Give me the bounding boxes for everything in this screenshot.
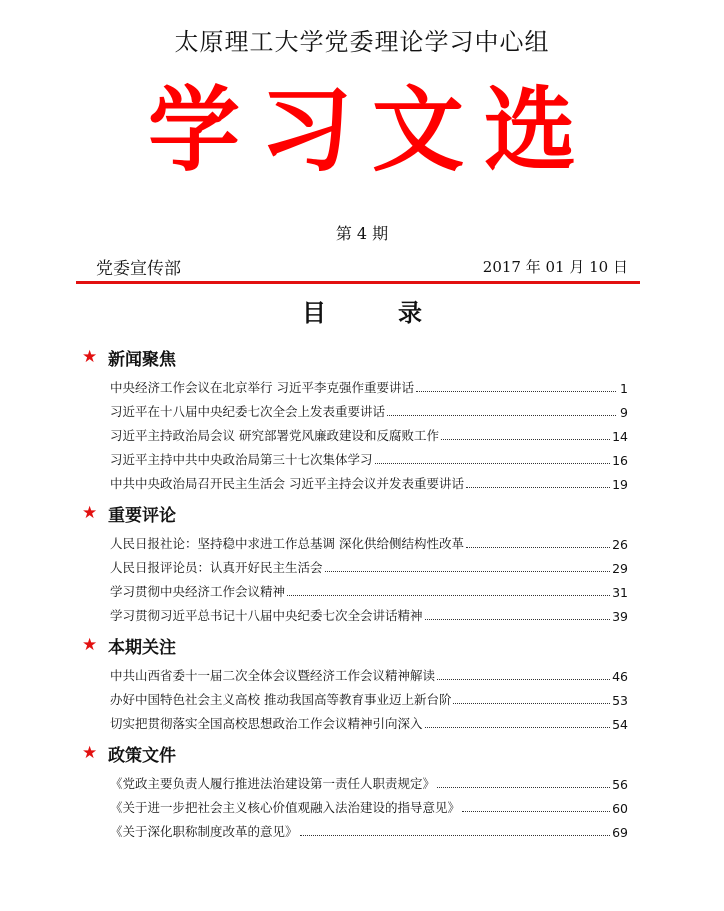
dot-leader [466,486,610,488]
toc-section [82,738,628,840]
toc-entry[interactable] [82,528,628,552]
publication-date: 2017 年 01 月 10 日 [482,258,628,276]
entry-page: 1 [620,381,628,396]
dot-leader [437,678,610,680]
entry-title: 习近平主持中共中央政治局第三十七次集体学习 [110,452,373,467]
entry-page: 31 [612,585,628,600]
department-name: 党委宣传部 [96,259,181,279]
toc-entry[interactable] [82,396,628,420]
table-of-contents [82,342,628,840]
star-icon: ★ [82,743,98,763]
dot-leader [437,786,610,788]
toc-entry[interactable] [82,768,628,792]
toc-entry[interactable] [82,684,628,708]
star-icon: ★ [82,503,98,523]
section-title: 新闻聚焦 [108,349,176,370]
entry-page: 56 [612,777,628,792]
star-icon: ★ [82,347,98,367]
entry-page: 26 [612,537,628,552]
toc-entry[interactable] [82,468,628,492]
entry-title: 切实把贯彻落实全国高校思想政治工作会议精神引向深入 [110,716,423,731]
entry-title: 习近平在十八届中央纪委七次全会上发表重要讲话 [110,404,386,419]
section-title: 重要评论 [108,505,176,526]
dot-leader [375,462,611,464]
toc-entry[interactable] [82,576,628,600]
dot-leader [325,570,611,572]
toc-section [82,630,628,732]
star-icon: ★ [82,635,98,655]
toc-entry[interactable] [82,816,628,840]
dot-leader [425,726,611,728]
entry-title: 习近平主持政治局会议 研究部署党风廉政建设和反腐败工作 [110,428,439,443]
entry-title: 人民日报社论：坚持稳中求进工作总基调 深化供给侧结构性改革 [110,536,464,551]
section-title: 政策文件 [108,745,176,766]
toc-entry[interactable] [82,600,628,624]
entry-title: 中共中央政治局召开民主生活会 习近平主持会议并发表重要讲话 [110,476,464,491]
toc-section [82,498,628,624]
dot-leader [300,834,611,836]
toc-entry[interactable] [82,420,628,444]
dot-leader [453,702,610,704]
entry-title: 学习贯彻中央经济工作会议精神 [110,584,286,599]
toc-entry[interactable] [82,552,628,576]
entry-page: 54 [612,717,628,732]
entry-page: 9 [620,405,628,420]
entry-page: 19 [612,477,628,492]
toc-section [82,342,628,492]
entry-title: 办好中国特色社会主义高校 推动我国高等教育事业迈上新台阶 [110,692,452,707]
entry-page: 16 [612,453,628,468]
section-title: 本期关注 [108,637,176,658]
section-header [82,342,628,372]
entry-page: 53 [612,693,628,708]
entry-title: 《党政主要负责人履行推进法治建设第一责任人职责规定》 [110,776,436,791]
dot-leader [416,390,616,392]
entry-page: 29 [612,561,628,576]
entry-page: 14 [612,429,628,444]
dot-leader [287,594,610,596]
entry-page: 69 [612,825,628,840]
toc-entry[interactable] [82,444,628,468]
entry-page: 46 [612,669,628,684]
toc-entry[interactable] [82,372,628,396]
entry-title: 中共山西省委十一届二次全体会议暨经济工作会议精神解读 [110,668,436,683]
entry-title: 学习贯彻习近平总书记十八届中央纪委七次全会讲话精神 [110,608,423,623]
issue-number: 第 4 期 [335,224,389,243]
section-header [82,738,628,768]
red-divider [76,281,640,284]
entry-title: 《关于进一步把社会主义核心价值观融入法治建设的指导意见》 [110,800,461,815]
dot-leader [387,414,616,416]
section-header [82,498,628,528]
toc-entry[interactable] [82,708,628,732]
organization-name: 太原理工大学党委理论学习中心组 [174,28,550,56]
section-header [82,630,628,660]
dot-leader [466,546,610,548]
dot-leader [462,810,610,812]
entry-title: 《关于深化职称制度改革的意见》 [110,824,298,839]
entry-page: 60 [612,801,628,816]
entry-title: 人民日报评论员：认真开好民主生活会 [110,560,323,575]
dot-leader [441,438,610,440]
masthead-title: 学习文选 [147,76,596,184]
toc-title: 目 录 [302,298,446,327]
entry-page: 39 [612,609,628,624]
toc-entry[interactable] [82,660,628,684]
toc-entry[interactable] [82,792,628,816]
dot-leader [425,618,611,620]
entry-title: 中央经济工作会议在北京举行 习近平李克强作重要讲话 [110,380,414,395]
